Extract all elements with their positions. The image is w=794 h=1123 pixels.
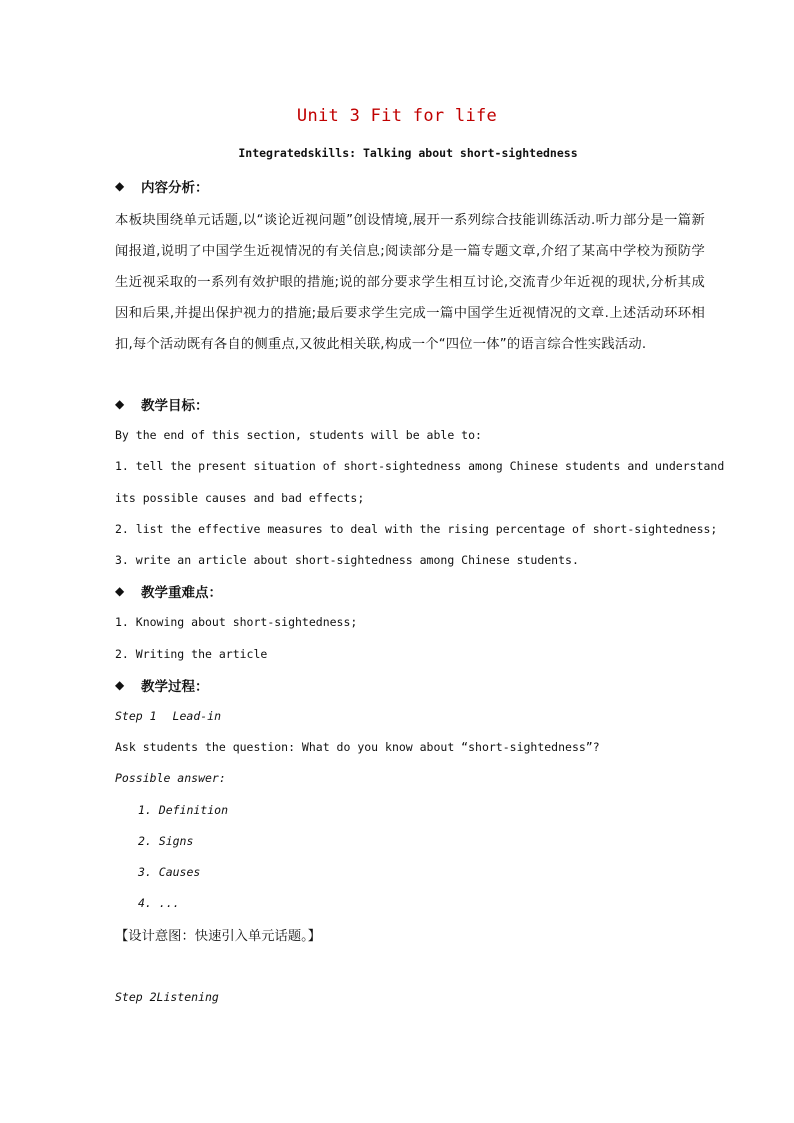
key-point-item-2: 2. Writing the article xyxy=(115,647,268,661)
process-heading-text: 教学过程： xyxy=(141,679,209,695)
diamond-bullet-icon: ◆ xyxy=(115,678,125,692)
key-point-item-1: 1. Knowing about short-sightedness; xyxy=(115,615,358,629)
step-1-heading xyxy=(115,709,221,723)
document-subtitle: Integratedskills: Talking about short-sightedness xyxy=(238,146,578,160)
step-1-label: Step 1 xyxy=(115,709,157,723)
analysis-heading-text: 内容分析： xyxy=(141,180,209,196)
objective-item-2: 2. list the effective measures to deal with the rising percentage of short-sightedness; xyxy=(115,522,718,536)
answer-item-4: 4. ... xyxy=(138,896,180,910)
diamond-bullet-icon: ◆ xyxy=(115,179,125,193)
diamond-bullet-icon: ◆ xyxy=(115,397,125,411)
answer-item-2: 2. Signs xyxy=(138,834,194,848)
lead-in-question: Ask students the question: What do you know about “short-sightedness”? xyxy=(115,740,600,754)
possible-answer-label: Possible answer: xyxy=(115,771,226,785)
step-1-title: Lead-in xyxy=(172,709,222,723)
objective-item-1-line-1: 1. tell the present situation of short-sightedness among Chinese students and understand xyxy=(115,459,725,473)
diamond-bullet-icon: ◆ xyxy=(115,584,125,598)
objective-item-3: 3. write an article about short-sightedness among Chinese students. xyxy=(115,553,579,567)
objectives-heading xyxy=(115,394,209,414)
objectives-heading-text: 教学目标： xyxy=(141,398,209,414)
design-intent-note: 【设计意图：快速引入单元话题。】 xyxy=(115,929,322,944)
analysis-paragraph: 本板块围绕单元话题,以“谈论近视问题”创设情境,展开一系列综合技能训练活动.听力部分是一篇新闻报道,说明了中国学生近视情况的有关信息;阅读部分是一篇专题文章,介绍了某高中学校为预防学生近视采取的一系列有效护眼的措施;说的部分要求学生相互讨论,交流青少年近视的现状,分析其成因和后果,并提出保护视力的措施;最后要求学生完成一篇中国学生近视情况的文章.上述活动环环相扣,每个活动既有各自的侧重点,又彼此相关联,构成一个“四位一体”的语言综合性实践活动. xyxy=(115,213,705,352)
process-heading xyxy=(115,675,209,695)
key-points-heading-text: 教学重难点： xyxy=(141,585,222,601)
key-points-heading xyxy=(115,581,222,601)
step-2-heading: Step 2Listening xyxy=(115,990,219,1004)
objective-item-1-line-2: its possible causes and bad effects; xyxy=(115,491,365,505)
objectives-intro: By the end of this section, students will be able to: xyxy=(115,428,482,442)
document-title: Unit 3 Fit for life xyxy=(296,106,498,126)
answer-item-1: 1. Definition xyxy=(138,803,229,817)
answer-item-3: 3. Causes xyxy=(138,865,201,879)
analysis-heading xyxy=(115,176,209,196)
